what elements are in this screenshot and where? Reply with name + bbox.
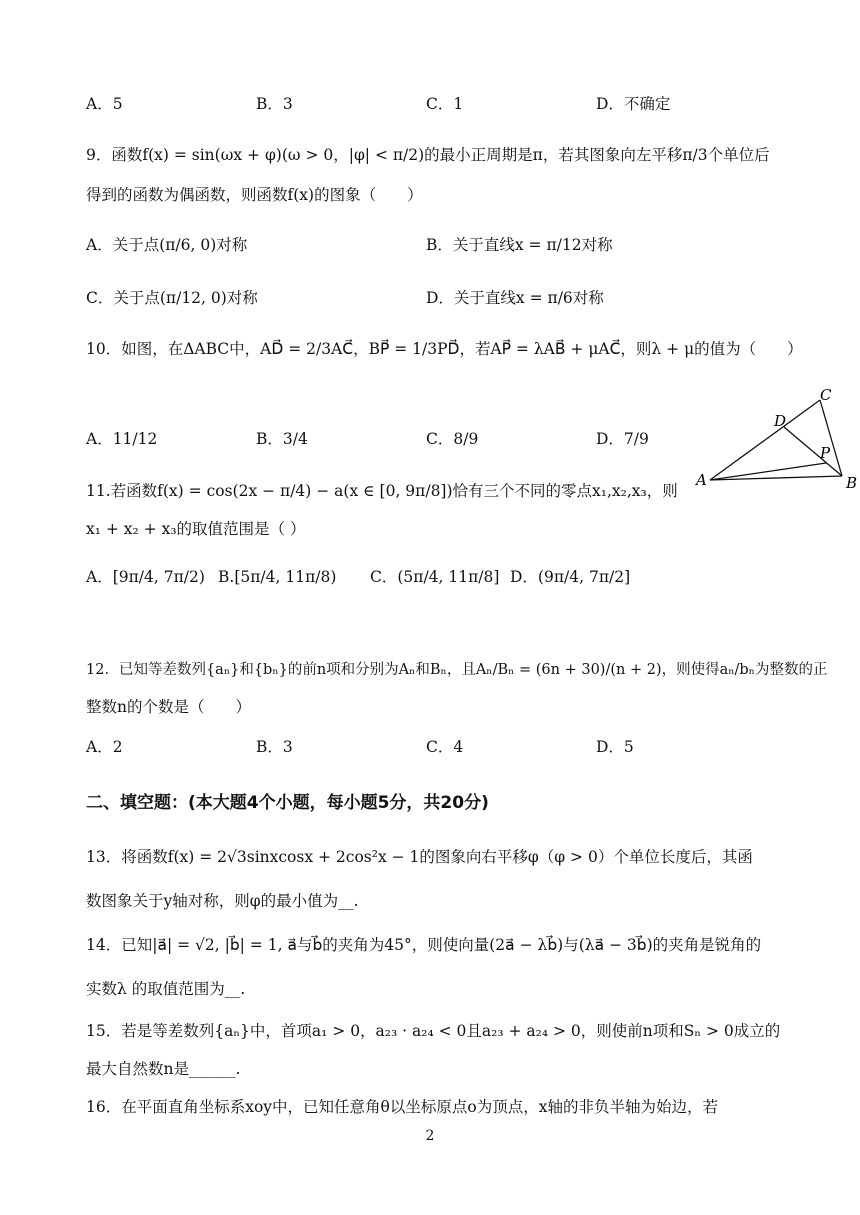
q10-option-c: C．8/9 — [426, 430, 479, 448]
q11-option-a: A．[9π/4, 7π/2) — [86, 568, 205, 586]
q12-text-line1: 12．已知等差数列{aₙ}和{bₙ}的前n项和分别为Aₙ和Bₙ，且Aₙ/Bₙ = (6n + 30)/(n + 2)，则使得aₙ/bₙ为整数的正 — [86, 662, 828, 678]
label-b: B — [846, 474, 858, 492]
q9-text-line1: 9．函数f(x) = sin(ωx + φ)(ω > 0，|φ| < π/2)的最小正周期是π，若其图象向左平移π/3个单位后 — [86, 146, 770, 164]
q10-option-a: A．11/12 — [86, 430, 158, 448]
q12-option-a: A．2 — [86, 738, 123, 756]
q14-text-line1: 14．已知|a⃗| = √2, |b⃗| = 1, a⃗与b⃗的夹角为45°，则使向量(2a⃗ − λb⃗)与(λa⃗ − 3b⃗)的夹角是锐角的 — [86, 936, 762, 954]
q12-option-d: D．5 — [596, 738, 634, 756]
label-a: A — [696, 471, 707, 489]
q13-text-line1: 13．将函数f(x) = 2√3sinxcosx + 2cos²x − 1的图象向右平移φ（φ > 0）个单位长度后，其函 — [86, 848, 753, 866]
q16-text-line1: 16．在平面直角坐标系xoy中，已知任意角θ以坐标原点o为顶点，x轴的非负半轴为始边，若 — [86, 1098, 718, 1116]
q11-option-d: D．(9π/4, 7π/2] — [510, 568, 631, 586]
q13-text-line2: 数图象关于y轴对称，则φ的最小值为__. — [86, 892, 359, 910]
q8-option-c: C．1 — [426, 95, 464, 113]
triangle-abc-figure — [690, 384, 860, 494]
q12-option-c: C．4 — [426, 738, 464, 756]
q11-text-line2: x₁ + x₂ + x₃的取值范围是（ ） — [86, 520, 306, 538]
q10-option-d: D．7/9 — [596, 430, 649, 448]
q11-text-line1: 11.若函数f(x) = cos(2x − π/4) − a(x ∈ [0, 9π/8])恰有三个不同的零点x₁,x₂,x₃，则 — [86, 482, 678, 500]
segment-ac — [710, 400, 820, 480]
q8-option-d: D．不确定 — [596, 95, 671, 113]
q9-option-d: D．关于直线x = π/6对称 — [426, 289, 604, 307]
q15-text-line1: 15．若是等差数列{aₙ}中，首项a₁ > 0，a₂₃ · a₂₄ < 0且a₂₃ + a₂₄ > 0，则使前n项和Sₙ > 0成立的 — [86, 1022, 781, 1040]
q14-text-line2: 实数λ 的取值范围为__. — [86, 980, 246, 998]
page-number: 2 — [425, 1128, 435, 1144]
q15-text-line2: 最大自然数n是______. — [86, 1060, 241, 1078]
label-p: P — [820, 444, 831, 462]
q12-text-line2: 整数n的个数是（ ） — [86, 698, 251, 716]
q12-option-b: B．3 — [256, 738, 293, 756]
label-c: C — [820, 386, 832, 404]
segment-cb — [820, 400, 842, 476]
q11-option-c: C．(5π/4, 11π/8] — [370, 568, 500, 586]
q11-option-b: B.[5π/4, 11π/8) — [218, 568, 337, 586]
section-title-fill-in: 二、填空题：(本大题4个小题，每小题5分，共20分) — [86, 793, 489, 813]
q9-option-a: A．关于点(π/6, 0)对称 — [86, 236, 248, 254]
q8-option-a: A．5 — [86, 95, 123, 113]
q10-text-line1: 10．如图，在ΔABC中，AD⃗ = 2/3AC⃗，BP⃗ = 1/3PD⃗，若AP⃗ = λAB⃗ + μAC⃗，则λ + μ的值为（ ） — [86, 340, 803, 358]
q8-option-b: B．3 — [256, 95, 293, 113]
q10-option-b: B．3/4 — [256, 430, 308, 448]
q9-text-line2: 得到的函数为偶函数，则函数f(x)的图象（ ） — [86, 186, 423, 204]
q9-option-b: B．关于直线x = π/12对称 — [426, 236, 613, 254]
q9-option-c: C．关于点(π/12, 0)对称 — [86, 289, 258, 307]
segment-db — [784, 427, 842, 476]
label-d: D — [774, 412, 787, 430]
